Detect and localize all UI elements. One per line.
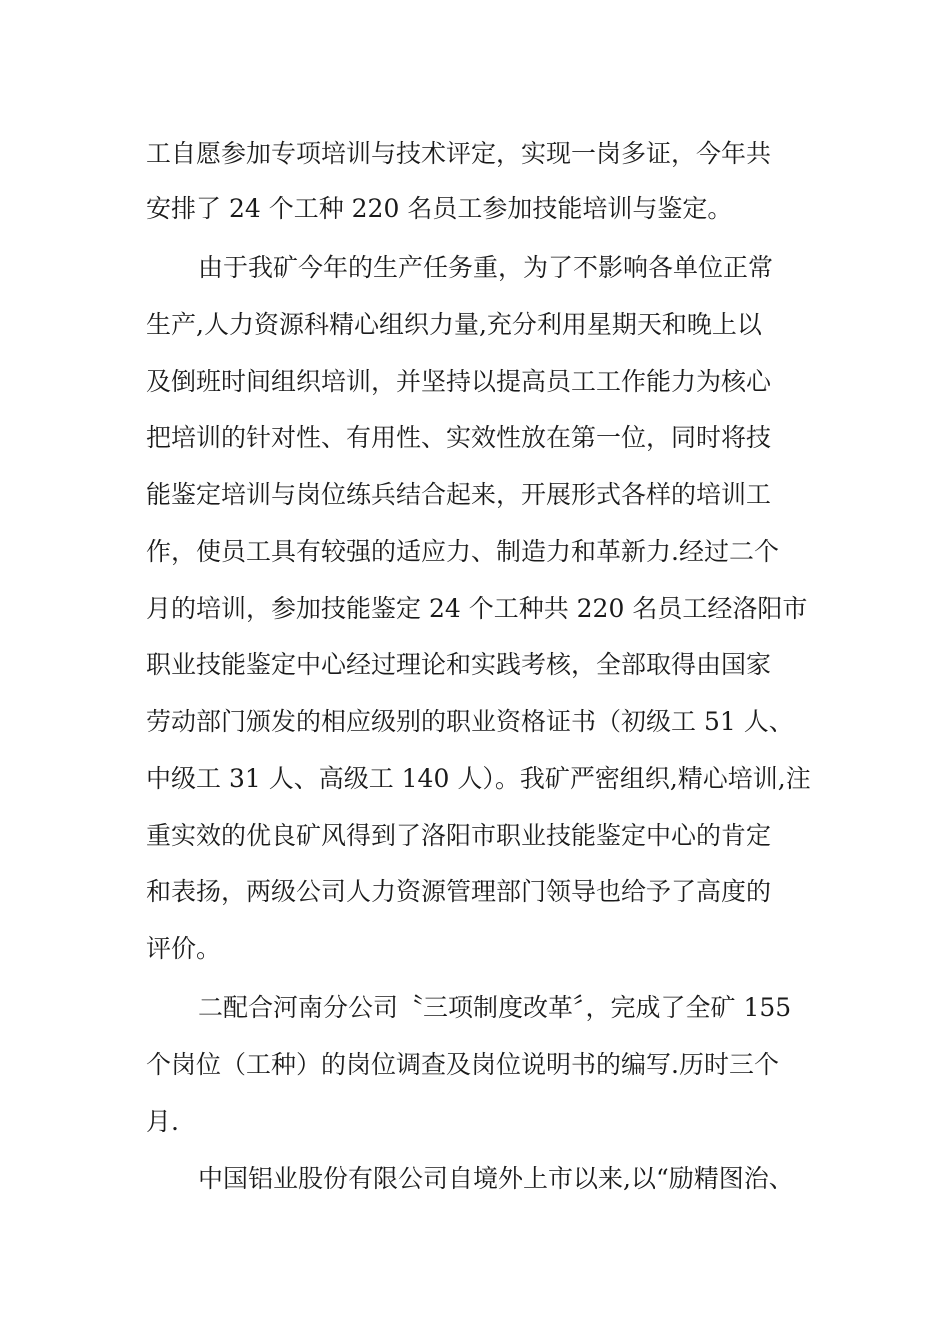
text-line: 评价。: [146, 934, 222, 963]
text-line: 职业技能鉴定中心经过理论和实践考核，全部取得由国家: [146, 650, 772, 679]
text-line: 及倒班时间组织培训，并坚持以提高员工工作能力为核心: [146, 367, 772, 396]
text-line: 劳动部门颁发的相应级别的职业资格证书（初级工 51 人、: [146, 707, 794, 736]
text-line: 重实效的优良矿风得到了洛阳市职业技能鉴定中心的肯定: [146, 821, 772, 850]
text-line: 中级工 31 人、高级工 140 人）。我矿严密组织,精心培训,注: [146, 764, 811, 793]
text-line: 生产,人力资源科精心组织力量,充分利用星期天和晚上以: [146, 310, 762, 339]
text-line: 把培训的针对性、有用性、实效性放在第一位，同时将技: [146, 423, 772, 452]
text-line: 月.: [146, 1107, 179, 1136]
text-line: 安排了 24 个工种 220 名员工参加技能培训与鉴定。: [146, 194, 733, 223]
paragraph-start-line: 由于我矿今年的生产任务重，为了不影响各单位正常: [198, 253, 774, 282]
paragraph-start-line: 二配合河南分公司〝三项制度改革〞，完成了全矿 155: [198, 993, 792, 1022]
text-line: 个岗位（工种）的岗位调查及岗位说明书的编写.历时三个: [146, 1050, 779, 1079]
text-line: 月的培训，参加技能鉴定 24 个工种共 220 名员工经洛阳市: [146, 594, 808, 623]
text-line: 工自愿参加专项培训与技术评定，实现一岗多证，今年共: [146, 139, 772, 168]
text-line: 能鉴定培训与岗位练兵结合起来，开展形式各样的培训工: [146, 480, 772, 509]
paragraph-start-line: 中国铝业股份有限公司自境外上市以来,以“励精图治、: [198, 1164, 794, 1193]
text-line: 和表扬，两级公司人力资源管理部门领导也给予了高度的: [146, 877, 772, 906]
text-line: 作，使员工具有较强的适应力、制造力和革新力.经过二个: [146, 537, 779, 566]
